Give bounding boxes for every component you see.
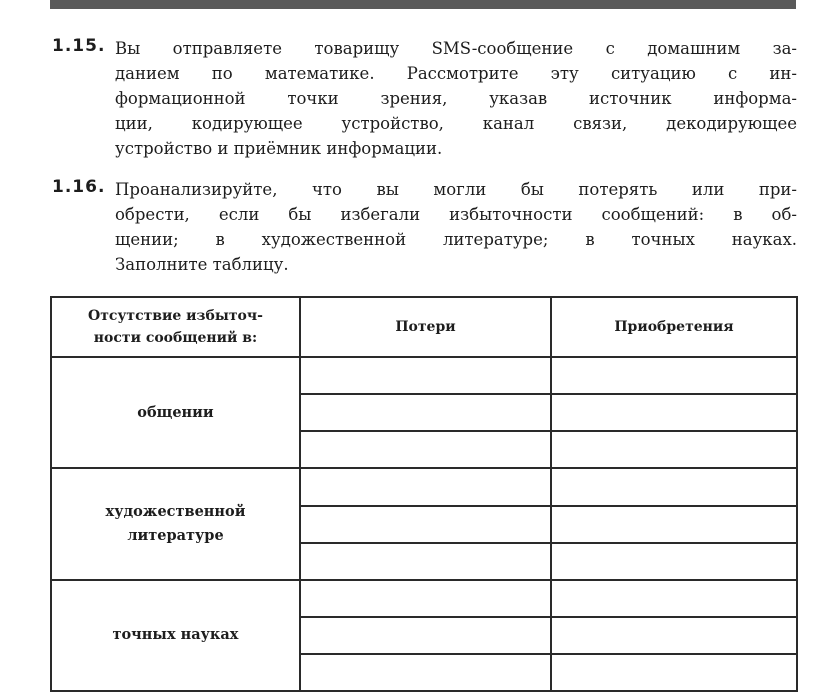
losses-cell[interactable] [300, 580, 551, 617]
task-text-line: обрести, если бы избегали избыточности сообщений: в об- [115, 205, 797, 224]
task-text [115, 36, 797, 161]
task-text-line: формационной точки зрения, указав источник информа- [115, 89, 797, 108]
task-1-15 [52, 36, 797, 161]
header-absence-of-redundancy [51, 297, 300, 357]
table-row [51, 468, 797, 505]
task-text-line: Вы отправляете товарищу SMS-сообщение с домашним за- [115, 39, 797, 58]
gains-cell[interactable] [551, 468, 797, 505]
gains-cell[interactable] [551, 394, 797, 431]
gains-cell[interactable] [551, 580, 797, 617]
gains-cell[interactable] [551, 431, 797, 468]
top-rule [50, 0, 796, 9]
table-row [51, 580, 797, 617]
losses-cell[interactable] [300, 506, 551, 543]
answer-table [50, 296, 798, 692]
task-text-line: данием по математике. Рассмотрите эту ситуацию с ин- [115, 64, 797, 83]
task-number: 1.15. [52, 36, 106, 56]
header-line: Отсутствие избыточ- [88, 308, 263, 325]
header-gains: Приобретения [551, 297, 797, 357]
task-text-line: Проанализируйте, что вы могли бы потерять или при- [115, 180, 797, 199]
losses-cell[interactable] [300, 394, 551, 431]
header-losses: Потери [300, 297, 551, 357]
task-number: 1.16. [52, 177, 106, 197]
gains-cell[interactable] [551, 654, 797, 691]
losses-cell[interactable] [300, 468, 551, 505]
losses-cell[interactable] [300, 543, 551, 580]
losses-cell[interactable] [300, 617, 551, 654]
task-text-line: устройство и приёмник информации. [115, 139, 443, 158]
gains-cell[interactable] [551, 543, 797, 580]
row-label-fiction: художественной литературе [51, 468, 300, 579]
row-label-exact-sciences: точных науках [51, 580, 300, 691]
losses-cell[interactable] [300, 654, 551, 691]
gains-cell[interactable] [551, 617, 797, 654]
task-text-line: Заполните таблицу. [115, 255, 289, 274]
header-line: ности сообщений в: [93, 330, 258, 347]
table-header-row [51, 297, 797, 357]
table-row [51, 357, 797, 394]
losses-cell[interactable] [300, 431, 551, 468]
gains-cell[interactable] [551, 506, 797, 543]
task-1-16 [52, 177, 797, 277]
row-label-communication: общении [51, 357, 300, 468]
task-text-line: щении; в художественной литературе; в точных науках. [115, 230, 797, 249]
task-text-line: ции, кодирующее устройство, канал связи, декодирующее [115, 114, 797, 133]
losses-cell[interactable] [300, 357, 551, 394]
gains-cell[interactable] [551, 357, 797, 394]
task-text [115, 177, 797, 277]
